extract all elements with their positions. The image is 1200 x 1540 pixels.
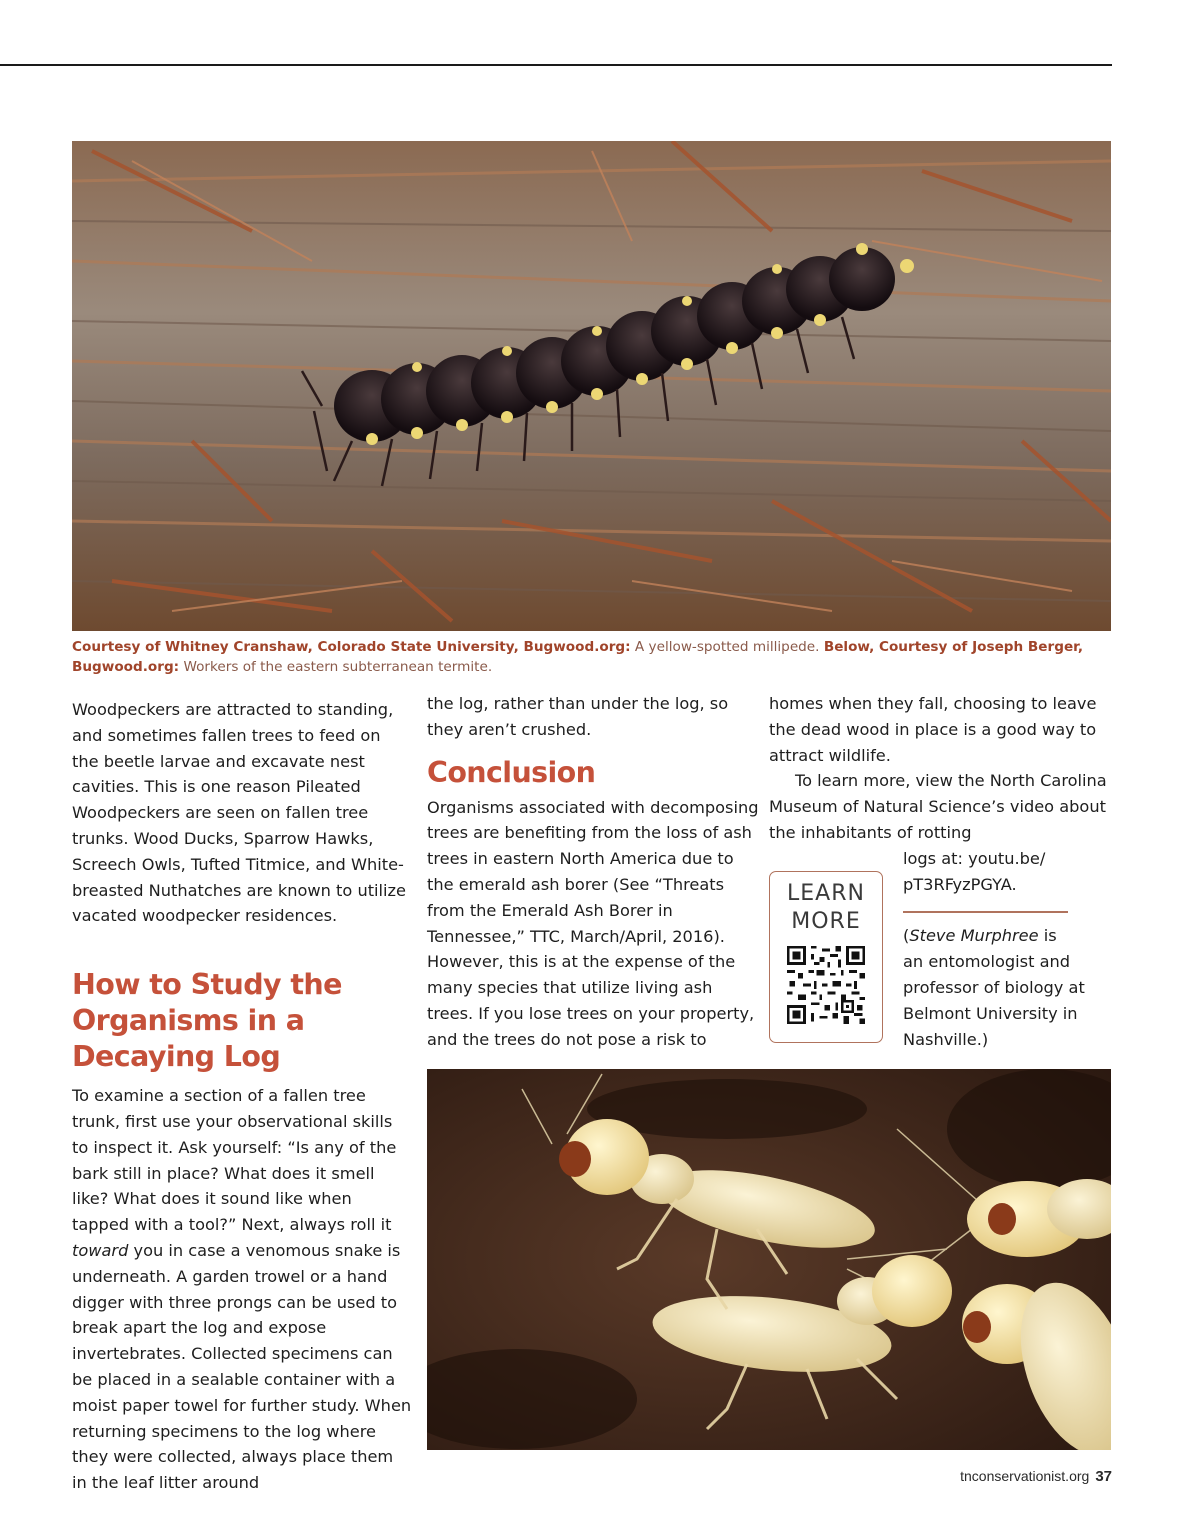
bio-rest-1: is bbox=[1038, 926, 1057, 946]
bio-rest-4: Belmont University in bbox=[903, 1003, 1078, 1023]
bio-divider bbox=[903, 911, 1068, 913]
column-1 bbox=[72, 697, 412, 1496]
millipede-illustration bbox=[72, 141, 1111, 631]
bio-rest-5: Nashville.) bbox=[903, 1029, 989, 1049]
photo-caption bbox=[72, 637, 1112, 677]
wildlife-paragraph: homes when they fall, choosing to leave the dead wood in place is a good way to attract wildlife. bbox=[769, 694, 1097, 765]
column-2 bbox=[427, 691, 762, 1053]
bio-rest-3: professor of biology at bbox=[903, 977, 1085, 997]
millipede-photo bbox=[72, 141, 1111, 631]
caption-desc-1: A yellow-spotted millipede. bbox=[630, 639, 824, 655]
study-text-emphasis: toward bbox=[72, 1240, 129, 1260]
page-number: 37 bbox=[1095, 1468, 1112, 1485]
learn-more-paragraph: To learn more, view the North Carolina Museum of Natural Science’s video about the inhabitants of rotting bbox=[769, 771, 1107, 842]
termites-photo bbox=[427, 1069, 1111, 1450]
study-text-a: To examine a section of a fallen tree trunk, first use your observational skills to inspect it. Ask yourself: “Is any of the bark still in place? What does it smell like? What does it sound like when tapped with a tool?” Next, always roll it bbox=[72, 1086, 397, 1235]
bio-open: ( bbox=[903, 926, 910, 946]
caption-credit-2: Below, Courtesy of Joseph Berger, Bugwood.org: bbox=[72, 639, 1084, 675]
bio-rest-2: an entomologist and bbox=[903, 952, 1071, 972]
author-name: Steve Murphree bbox=[909, 926, 1039, 946]
learn-more-line-2: MORE bbox=[791, 909, 861, 934]
video-link-text-b[interactable]: pT3RFyzPGYA. bbox=[903, 874, 1017, 894]
learn-more-line-1: LEARN bbox=[787, 881, 865, 906]
top-rule bbox=[0, 64, 1112, 66]
section-heading-how-to-study: How to Study the Organisms in a Decaying Log bbox=[72, 968, 342, 1074]
woodpecker-paragraph: Woodpeckers are attracted to standing, and sometimes fallen trees to feed on the beetle larvae and excavate nest cavities. This is one reason Pileated Woodpeckers are seen on fallen tree trunks. Wood Ducks, Sparrow Hawks, Screech Owls, Tufted Titmice, and White-breasted Nuthatches are known to utilize vacated woodpecker residences. bbox=[72, 700, 407, 926]
site-url[interactable]: tnconservationist.org bbox=[960, 1468, 1090, 1484]
conclusion-paragraph: Organisms associated with decomposing trees are benefiting from the loss of ash trees in eastern North America due to the emerald ash borer (See “Threats from the Emerald Ash Borer in Tennessee,” TTC, March/April, 2016). However, this is at the expense of the many species that utilize living ash trees. If you lose trees on your property, and the trees do not pose a risk to bbox=[427, 797, 759, 1049]
study-text-c: you in case a venomous snake is underneath. A garden trowel or a hand digger with three prongs can be used to break apart the log and expose invertebrates. Collected specimens can be placed in a sealable container with a moist paper towel for further study. When returning specimens to the log where they were collected, always place them in the leaf litter around bbox=[72, 1240, 412, 1493]
learn-more-label bbox=[770, 880, 882, 936]
continued-paragraph: the log, rather than under the log, so they aren’t crushed. bbox=[427, 694, 729, 739]
page-footer bbox=[960, 1468, 1112, 1485]
qr-code-icon[interactable] bbox=[787, 946, 865, 1024]
caption-credit-1: Courtesy of Whitney Cranshaw, Colorado State University, Bugwood.org: bbox=[72, 639, 631, 655]
learn-more-box[interactable] bbox=[769, 871, 883, 1043]
caption-desc-2: Workers of the eastern subterranean termite. bbox=[179, 659, 493, 675]
video-link-text-a[interactable]: logs at: youtu.be/ bbox=[903, 848, 1046, 868]
section-heading-conclusion: Conclusion bbox=[427, 755, 596, 789]
study-paragraph bbox=[72, 1083, 412, 1496]
termites-illustration bbox=[427, 1069, 1111, 1450]
